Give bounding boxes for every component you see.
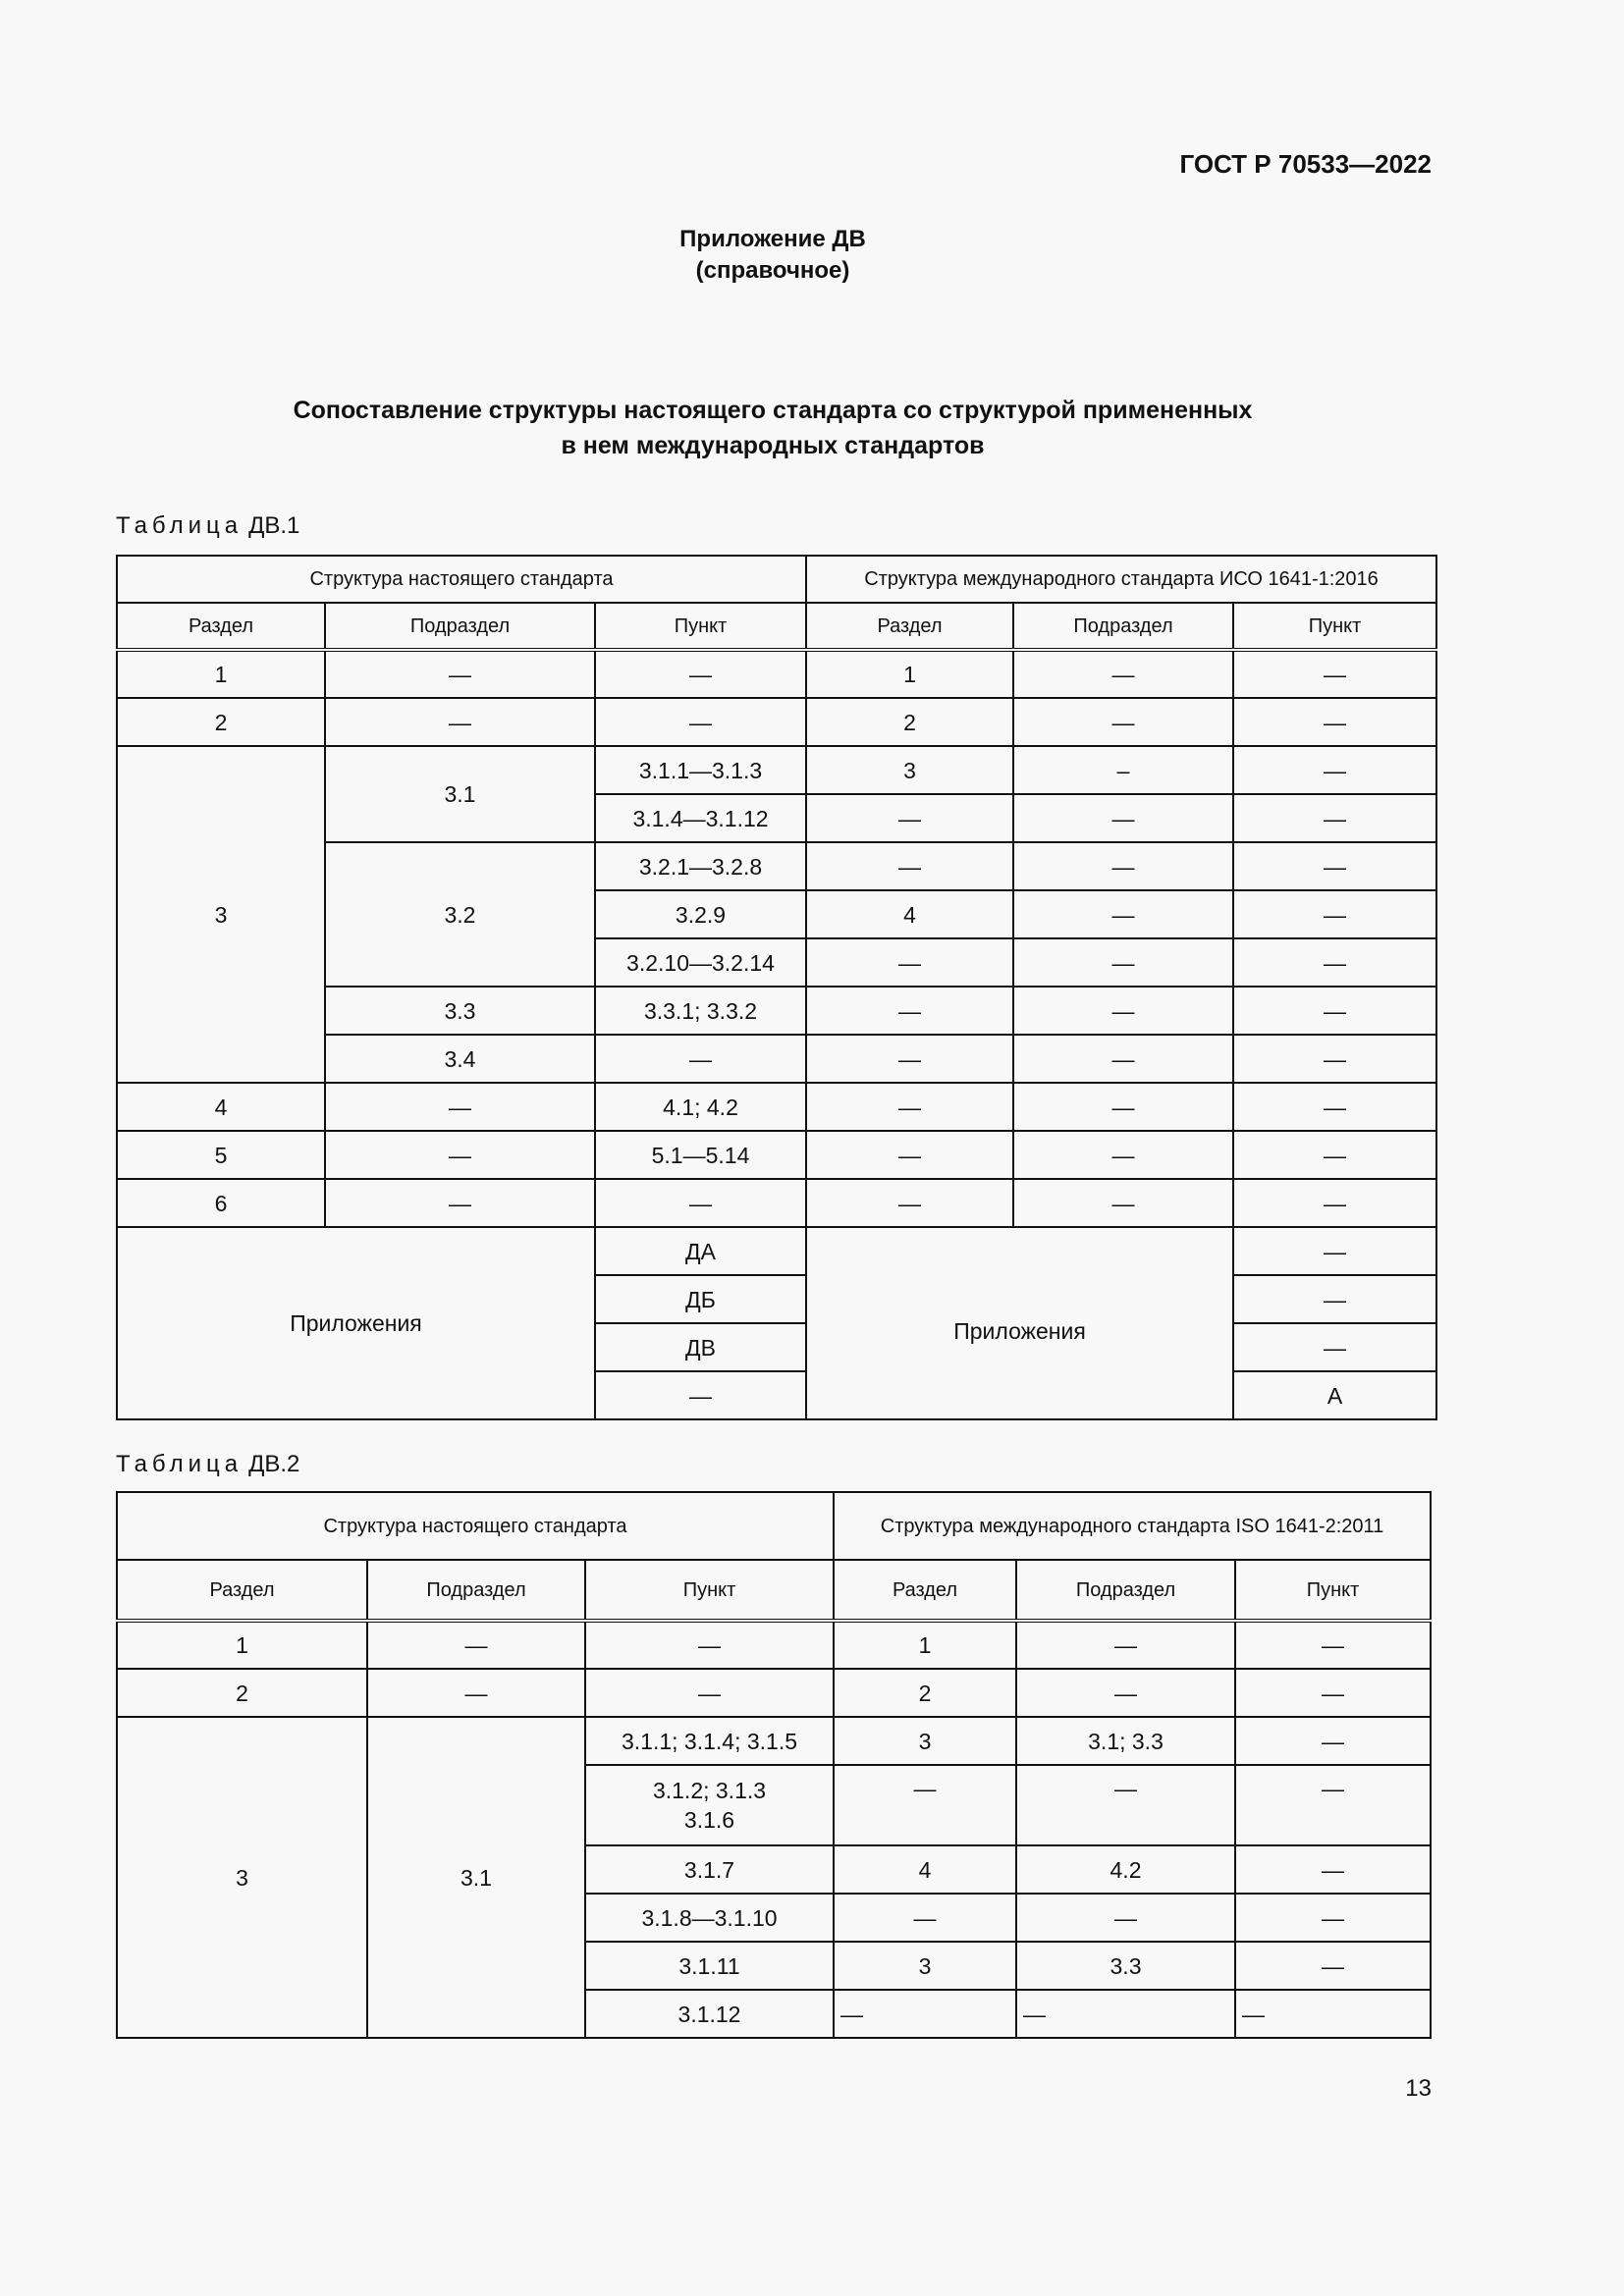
table-cell: — [806, 987, 1013, 1035]
table-cell: — [1013, 1131, 1233, 1179]
table-cell: – [1013, 746, 1233, 794]
column-header: Раздел [806, 603, 1013, 650]
table-cell: 3.1 [367, 1717, 585, 2038]
table-cell: — [1233, 1131, 1436, 1179]
table-cell: — [1233, 842, 1436, 890]
table-cell: 3.4 [325, 1035, 595, 1083]
table-cell: — [1233, 1035, 1436, 1083]
table-cell: 4.1; 4.2 [595, 1083, 806, 1131]
table-cell: 3.1 [325, 746, 595, 842]
column-header: Пункт [1233, 603, 1436, 650]
table-cell: А [1233, 1371, 1436, 1419]
table-cell: — [1235, 1990, 1431, 2038]
group-header-this-standard: Структура настоящего стандарта [117, 556, 806, 603]
table-cell: — [1013, 1035, 1233, 1083]
table-cell: — [806, 842, 1013, 890]
table-cell: ДА [595, 1227, 806, 1275]
table-cell: 1 [834, 1621, 1016, 1669]
table-cell: 4 [834, 1845, 1016, 1894]
table-cell: — [1235, 1942, 1431, 1990]
table-cell: 1 [117, 1621, 367, 1669]
table-cell: 4 [806, 890, 1013, 938]
table-cell: — [1233, 698, 1436, 746]
table-cell: — [367, 1669, 585, 1717]
table-cell: 2 [806, 698, 1013, 746]
standard-code: ГОСТ Р 70533—2022 [1179, 149, 1432, 179]
table-header-row [117, 556, 1436, 603]
table-cell: — [1016, 1990, 1235, 2038]
table-cell: — [1013, 794, 1233, 842]
table-row [117, 1227, 1436, 1275]
table-cell: 3 [834, 1942, 1016, 1990]
table-cell: 5 [117, 1131, 325, 1179]
table-cell: — [1233, 1227, 1436, 1275]
table-cell: — [806, 1179, 1013, 1227]
table1-caption [116, 512, 299, 540]
table-cell: — [1013, 1083, 1233, 1131]
column-header: Раздел [834, 1560, 1016, 1621]
table-header-row [117, 1560, 1431, 1621]
comparison-table-2 [116, 1491, 1432, 2039]
table-cell: 3.1.11 [585, 1942, 834, 1990]
column-header: Пункт [595, 603, 806, 650]
table-row [117, 1621, 1431, 1669]
table-cell: — [1016, 1621, 1235, 1669]
table-cell: 3.1; 3.3 [1016, 1717, 1235, 1765]
column-header: Раздел [117, 1560, 367, 1621]
comparison-table-1 [116, 555, 1437, 1420]
column-header: Подраздел [1016, 1560, 1235, 1621]
appendices-label: Приложения [117, 1227, 595, 1419]
table-cell: — [1233, 890, 1436, 938]
page-number: 13 [1405, 2075, 1432, 2102]
column-header: Подраздел [325, 603, 595, 650]
table-cell: 4.2 [1016, 1845, 1235, 1894]
table-cell: — [595, 1371, 806, 1419]
table-cell: — [1235, 1621, 1431, 1669]
table-cell: — [1235, 1845, 1431, 1894]
column-header: Подраздел [367, 1560, 585, 1621]
table-cell: — [1233, 938, 1436, 987]
table-cell: — [1013, 698, 1233, 746]
table-cell: 3.2.10—3.2.14 [595, 938, 806, 987]
appendix-title: Приложение ДВ [679, 226, 866, 252]
table-header-row [117, 1492, 1431, 1560]
heading-line-2: в нем международных стандартов [561, 432, 985, 459]
table-cell: 6 [117, 1179, 325, 1227]
table-cell: 3.1.8—3.1.10 [585, 1894, 834, 1942]
table-cell: — [806, 1131, 1013, 1179]
table-cell: — [595, 650, 806, 698]
table-row [117, 746, 1436, 794]
table-cell: — [1235, 1717, 1431, 1765]
table-cell: — [1235, 1894, 1431, 1942]
table-cell: — [325, 1131, 595, 1179]
table-cell: 3.2 [325, 842, 595, 987]
column-header: Раздел [117, 603, 325, 650]
table-cell: 3.1.2; 3.1.3 3.1.6 [585, 1765, 834, 1845]
table-cell: — [1233, 794, 1436, 842]
table-row [117, 650, 1436, 698]
appendices-label-iso: Приложения [806, 1227, 1233, 1419]
table-cell: — [595, 1035, 806, 1083]
table-row [117, 698, 1436, 746]
table-cell: — [1235, 1669, 1431, 1717]
table-cell: 3 [117, 746, 325, 1083]
group-header-this-standard: Структура настоящего стандарта [117, 1492, 834, 1560]
table1-caption-number: ДВ.1 [248, 512, 300, 539]
group-header-iso-standard: Структура международного стандарта ISO 1641-2:2011 [834, 1492, 1431, 1560]
table-cell: 3.3.1; 3.3.2 [595, 987, 806, 1035]
table-cell: 1 [806, 650, 1013, 698]
table-cell: — [1233, 650, 1436, 698]
table-cell: 4 [117, 1083, 325, 1131]
table-cell: — [1233, 1323, 1436, 1371]
table-cell: — [595, 698, 806, 746]
table-row [117, 1717, 1431, 1765]
table-cell: — [1233, 1083, 1436, 1131]
table-cell: ДВ [595, 1323, 806, 1371]
table-cell: 2 [834, 1669, 1016, 1717]
table-cell: — [834, 1894, 1016, 1942]
table1-caption-word: Таблица [116, 512, 244, 539]
table-cell: — [806, 1035, 1013, 1083]
table-cell: — [806, 794, 1013, 842]
table-cell: 3.1.1—3.1.3 [595, 746, 806, 794]
table-cell: — [325, 650, 595, 698]
table-cell: — [1235, 1765, 1431, 1845]
section-heading [0, 393, 1545, 463]
table-cell: 3.2.1—3.2.8 [595, 842, 806, 890]
table-cell: 3 [834, 1717, 1016, 1765]
table-cell: — [1013, 987, 1233, 1035]
table-cell: — [1013, 842, 1233, 890]
table-cell: 3.1.1; 3.1.4; 3.1.5 [585, 1717, 834, 1765]
table-cell: — [1013, 1179, 1233, 1227]
table-cell: 3 [806, 746, 1013, 794]
table-cell: 3.3 [325, 987, 595, 1035]
table2-caption-number: ДВ.2 [248, 1451, 300, 1477]
table2-caption [116, 1451, 299, 1478]
table-cell: — [806, 1083, 1013, 1131]
table-cell: 3.1.7 [585, 1845, 834, 1894]
table-cell: — [325, 1083, 595, 1131]
table-cell: — [1013, 890, 1233, 938]
column-header: Пункт [585, 1560, 834, 1621]
table-row [117, 1083, 1436, 1131]
table-cell: — [834, 1765, 1016, 1845]
table-cell: — [1233, 1179, 1436, 1227]
table-cell: — [1233, 987, 1436, 1035]
group-header-iso-standard: Структура международного стандарта ИСО 1641-1:2016 [806, 556, 1436, 603]
table-row [117, 1131, 1436, 1179]
table-cell: — [585, 1621, 834, 1669]
appendix-type: (справочное) [695, 257, 850, 284]
table-cell: 3.1.4—3.1.12 [595, 794, 806, 842]
column-header: Пункт [1235, 1560, 1431, 1621]
table-cell: — [595, 1179, 806, 1227]
table-cell: — [325, 1179, 595, 1227]
table-cell: — [1016, 1894, 1235, 1942]
table-cell: — [1233, 746, 1436, 794]
table-cell: 3.3 [1016, 1942, 1235, 1990]
table-cell: 5.1—5.14 [595, 1131, 806, 1179]
table-cell: 3 [117, 1717, 367, 2038]
table-cell: 2 [117, 698, 325, 746]
table-cell: 2 [117, 1669, 367, 1717]
table-cell: 3.1.12 [585, 1990, 834, 2038]
table2-caption-word: Таблица [116, 1451, 244, 1477]
table-cell: — [1013, 938, 1233, 987]
column-header: Подраздел [1013, 603, 1233, 650]
table-cell: ДБ [595, 1275, 806, 1323]
table-cell: — [367, 1621, 585, 1669]
heading-line-1: Сопоставление структуры настоящего стандарта со структурой примененных [293, 397, 1253, 424]
table-header-row [117, 603, 1436, 650]
table-cell: — [1016, 1765, 1235, 1845]
table-cell: — [1013, 650, 1233, 698]
table-cell: 1 [117, 650, 325, 698]
table-cell: — [834, 1990, 1016, 2038]
table-cell: — [1233, 1275, 1436, 1323]
table-cell: — [806, 938, 1013, 987]
table-row [117, 1669, 1431, 1717]
table-cell: 3.2.9 [595, 890, 806, 938]
table-cell: — [325, 698, 595, 746]
table-cell: — [585, 1669, 834, 1717]
table-cell: — [1016, 1669, 1235, 1717]
table-row [117, 1179, 1436, 1227]
